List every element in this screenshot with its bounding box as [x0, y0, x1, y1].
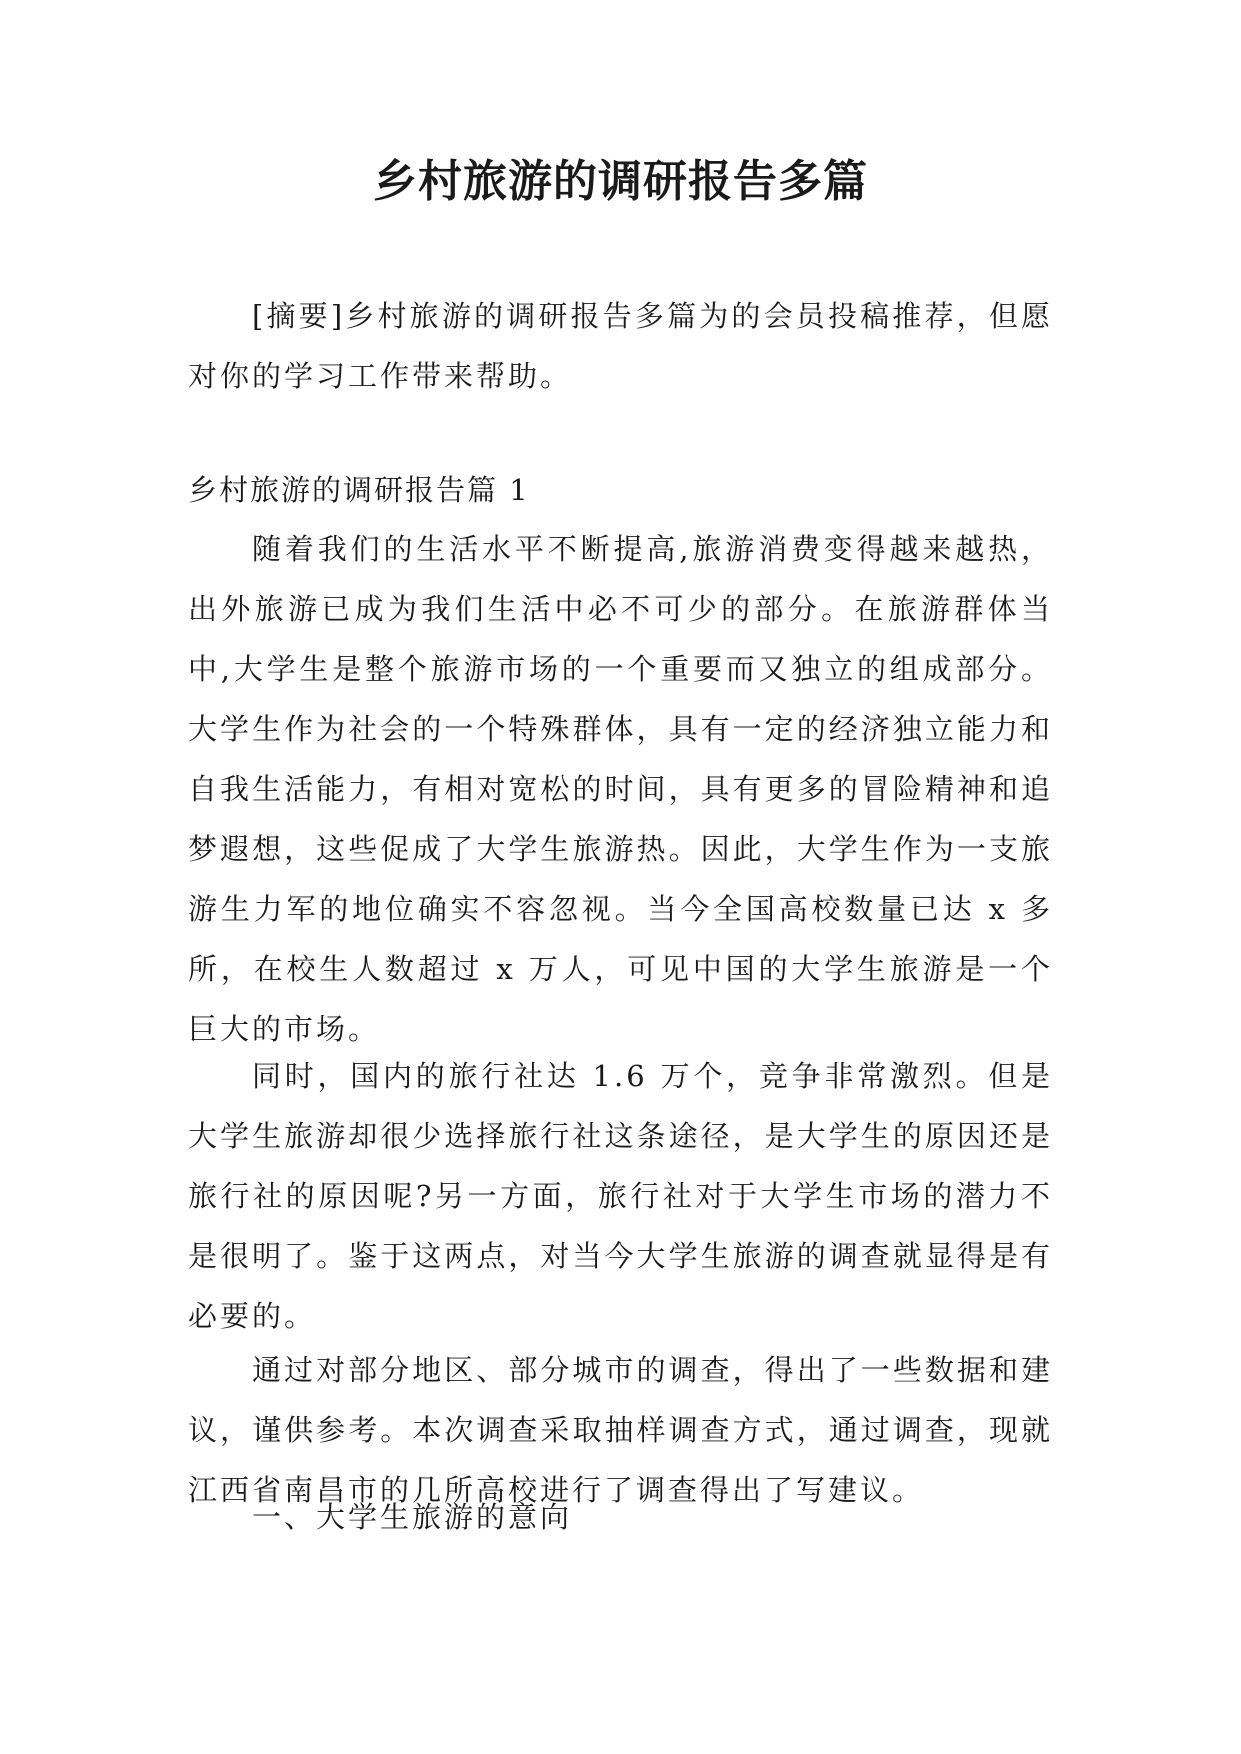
document-title: 乡村旅游的调研报告多篇 [373, 156, 868, 207]
body-paragraph-1: 随着我们的生活水平不断提高,旅游消费变得越来越热，出外旅游已成为我们生活中必不可少的部分。在旅游群体当中,大学生是整个旅游市场的一个重要而又独立的组成部分。大学生作为社会的一个特殊群体，具有一定的经济独立能力和自我生活能力，有相对宽松的时间，具有更多的冒险精神和追梦遐想，这些促成了大学生旅游热。因此，大学生作为一支旅游生力军的地位确实不容忽视。当今全国高校数量已达 x 多所，在校生人数超过 x 万人，可见中国的大学生旅游是一个巨大的市场。 [188, 532, 1053, 1046]
body-paragraph-2: 同时，国内的旅行社达 1.6 万个，竞争非常激烈。但是大学生旅游却很少选择旅行社这条途径，是大学生的原因还是旅行社的原因呢?另一方面，旅行社对于大学生市场的潜力不是很明了。鉴于这两点，对当今大学生旅游的调查就显得是有必要的。 [188, 1059, 1053, 1333]
abstract-paragraph: [摘要]乡村旅游的调研报告多篇为的会员投稿推荐，但愿对你的学习工作带来帮助。 [188, 299, 1053, 393]
body-paragraph-3: 通过对部分地区、部分城市的调查，得出了一些数据和建议，谨供参考。本次调查采取抽样调查方式，通过调查，现就江西省南昌市的几所高校进行了调查得出了写建议。 [188, 1353, 1053, 1507]
section-heading: 一、大学生旅游的意向 [252, 1500, 573, 1534]
article-subtitle: 乡村旅游的调研报告篇 1 [188, 473, 530, 507]
